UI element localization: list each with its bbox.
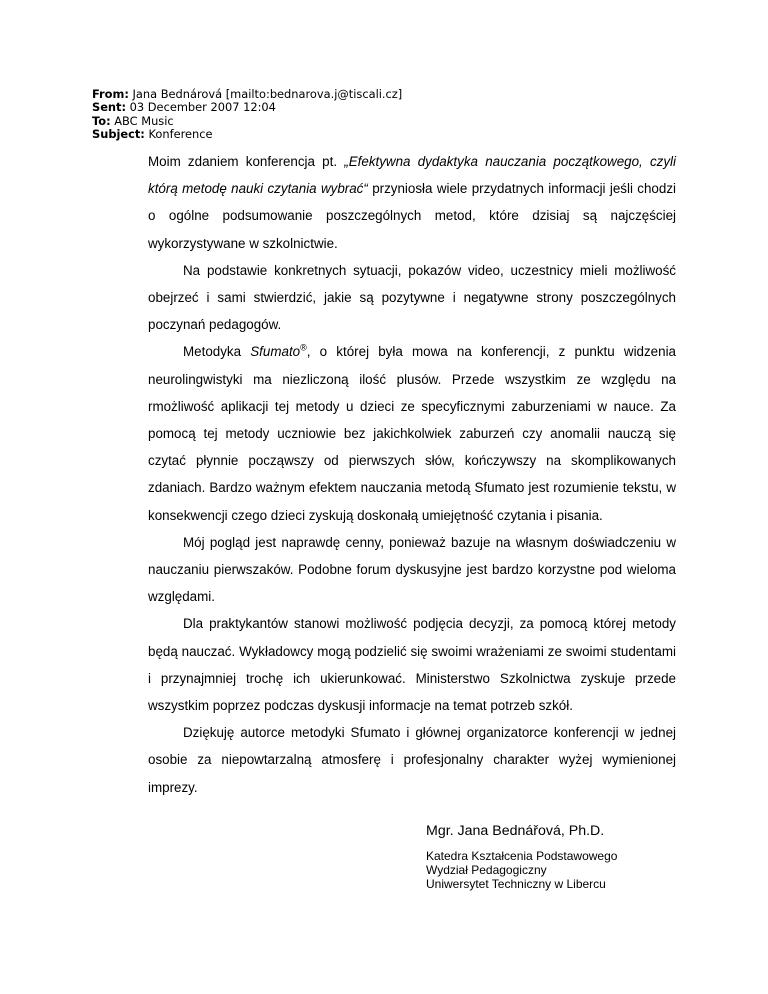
sent-value: 03 December 2007 12:04 — [129, 100, 276, 115]
paragraph-2: Na podstawie konkretnych sytuacji, pokazów video, uczestnicy mieli możliwość obejrzeć i sami stwierdzić, jakie są pozytywne i negatywne strony poszczególnych poczynań pedagogów. — [148, 262, 676, 333]
paragraph-4: Mój pogląd jest naprawdę cenny, ponieważ bazuje na własnym doświadczeniu w nauczaniu pierwszaków. Podobne forum dyskusyjne jest bardzo korzystne pod wieloma względami. — [148, 534, 676, 605]
paragraph-1-lead: Moim zdaniem konferencja pt. — [148, 154, 345, 169]
to-label: To: — [92, 113, 111, 128]
paragraph-3-tail: , o której była mowa na konferencji, z punktu widzenia neurolingwistyki ma niezliczoną ilość plusów. Przede wszystkim ze względu na rmożliwość aplikacji tej metody u dzieci ze specyficznymi zaburzeniami w nauce. Za pomocą tej metody uczniowie bez jakichkolwiek zaburzeń czy anomalii nauczą się czytać płynnie począwszy od pierwszych słów, kończywszy na skomplikowanych zdaniach. Bardzo ważnym efektem nauczania metodą Sfumato jest rozumienie tekstu, w konsekwencji czego dzieci zyskują doskonałą umiejętność czytania i pisania. — [148, 344, 676, 523]
sent-line — [92, 101, 692, 114]
signature-department: Katedra Kształcenia Podstawowego — [426, 849, 618, 863]
paragraph-5: Dla praktykantów stanowi możliwość podjęcia decyzji, za pomocą której metody będą nauczać. Wykładowcy mogą podzielić się swoimi wrażeniami ze swoimi studentami i przynajmniej trochę ich ukierunkować. Ministerstwo Szkolnictwa zyskuje przede wszystkim poprzez podczas dyskusji informacje na temat potrzeb szkół. — [148, 616, 676, 714]
subject-label: Subject: — [92, 127, 145, 142]
to-line — [92, 115, 692, 128]
paragraph-3-lead: Metodyka — [183, 344, 251, 360]
conference-title: „Efektywna dydaktyka nauczania początkowego, czyli którą metodę nauki czytania wybrać“ — [148, 154, 676, 197]
paragraph-3 — [148, 338, 676, 528]
signature-university: Uniwersytet Techniczny w Libercu — [426, 877, 606, 892]
signature-faculty: Wydział Pedagogiczny — [426, 863, 547, 878]
to-value: ABC Music — [114, 113, 174, 128]
email-header — [92, 88, 692, 142]
signature-block — [426, 819, 726, 892]
paragraph-1 — [148, 148, 676, 257]
sfumato-brand: Sfumato — [250, 344, 301, 360]
subject-line — [92, 128, 692, 141]
signature-name: Mgr. Jana Bednářová, Ph.D. — [426, 823, 605, 839]
paragraph-1-tail: przyniosła wiele przydatnych informacji jeśli chodzi o ogólne podsumowanie poszczególnych metod, które dzisiaj są najczęściej wykorzystywane w szkolnictwie. — [148, 181, 677, 251]
paragraph-6: Dziękuję autorce metodyki Sfumato i głównej organizatorce konferencji w jednej osobie za niepowtarzalną atmosferę i profesjonalny charakter wyżej wymienionej imprezy. — [148, 725, 676, 795]
from-line — [92, 88, 692, 101]
sent-label: Sent: — [92, 100, 127, 115]
subject-value: Konference — [148, 127, 213, 142]
letter-body — [148, 148, 676, 801]
from-label: From: — [92, 87, 129, 101]
registered-mark: ® — [300, 342, 307, 353]
from-value: Jana Bednárová [mailto:bednarova.j@tiscali.cz] — [132, 87, 403, 101]
